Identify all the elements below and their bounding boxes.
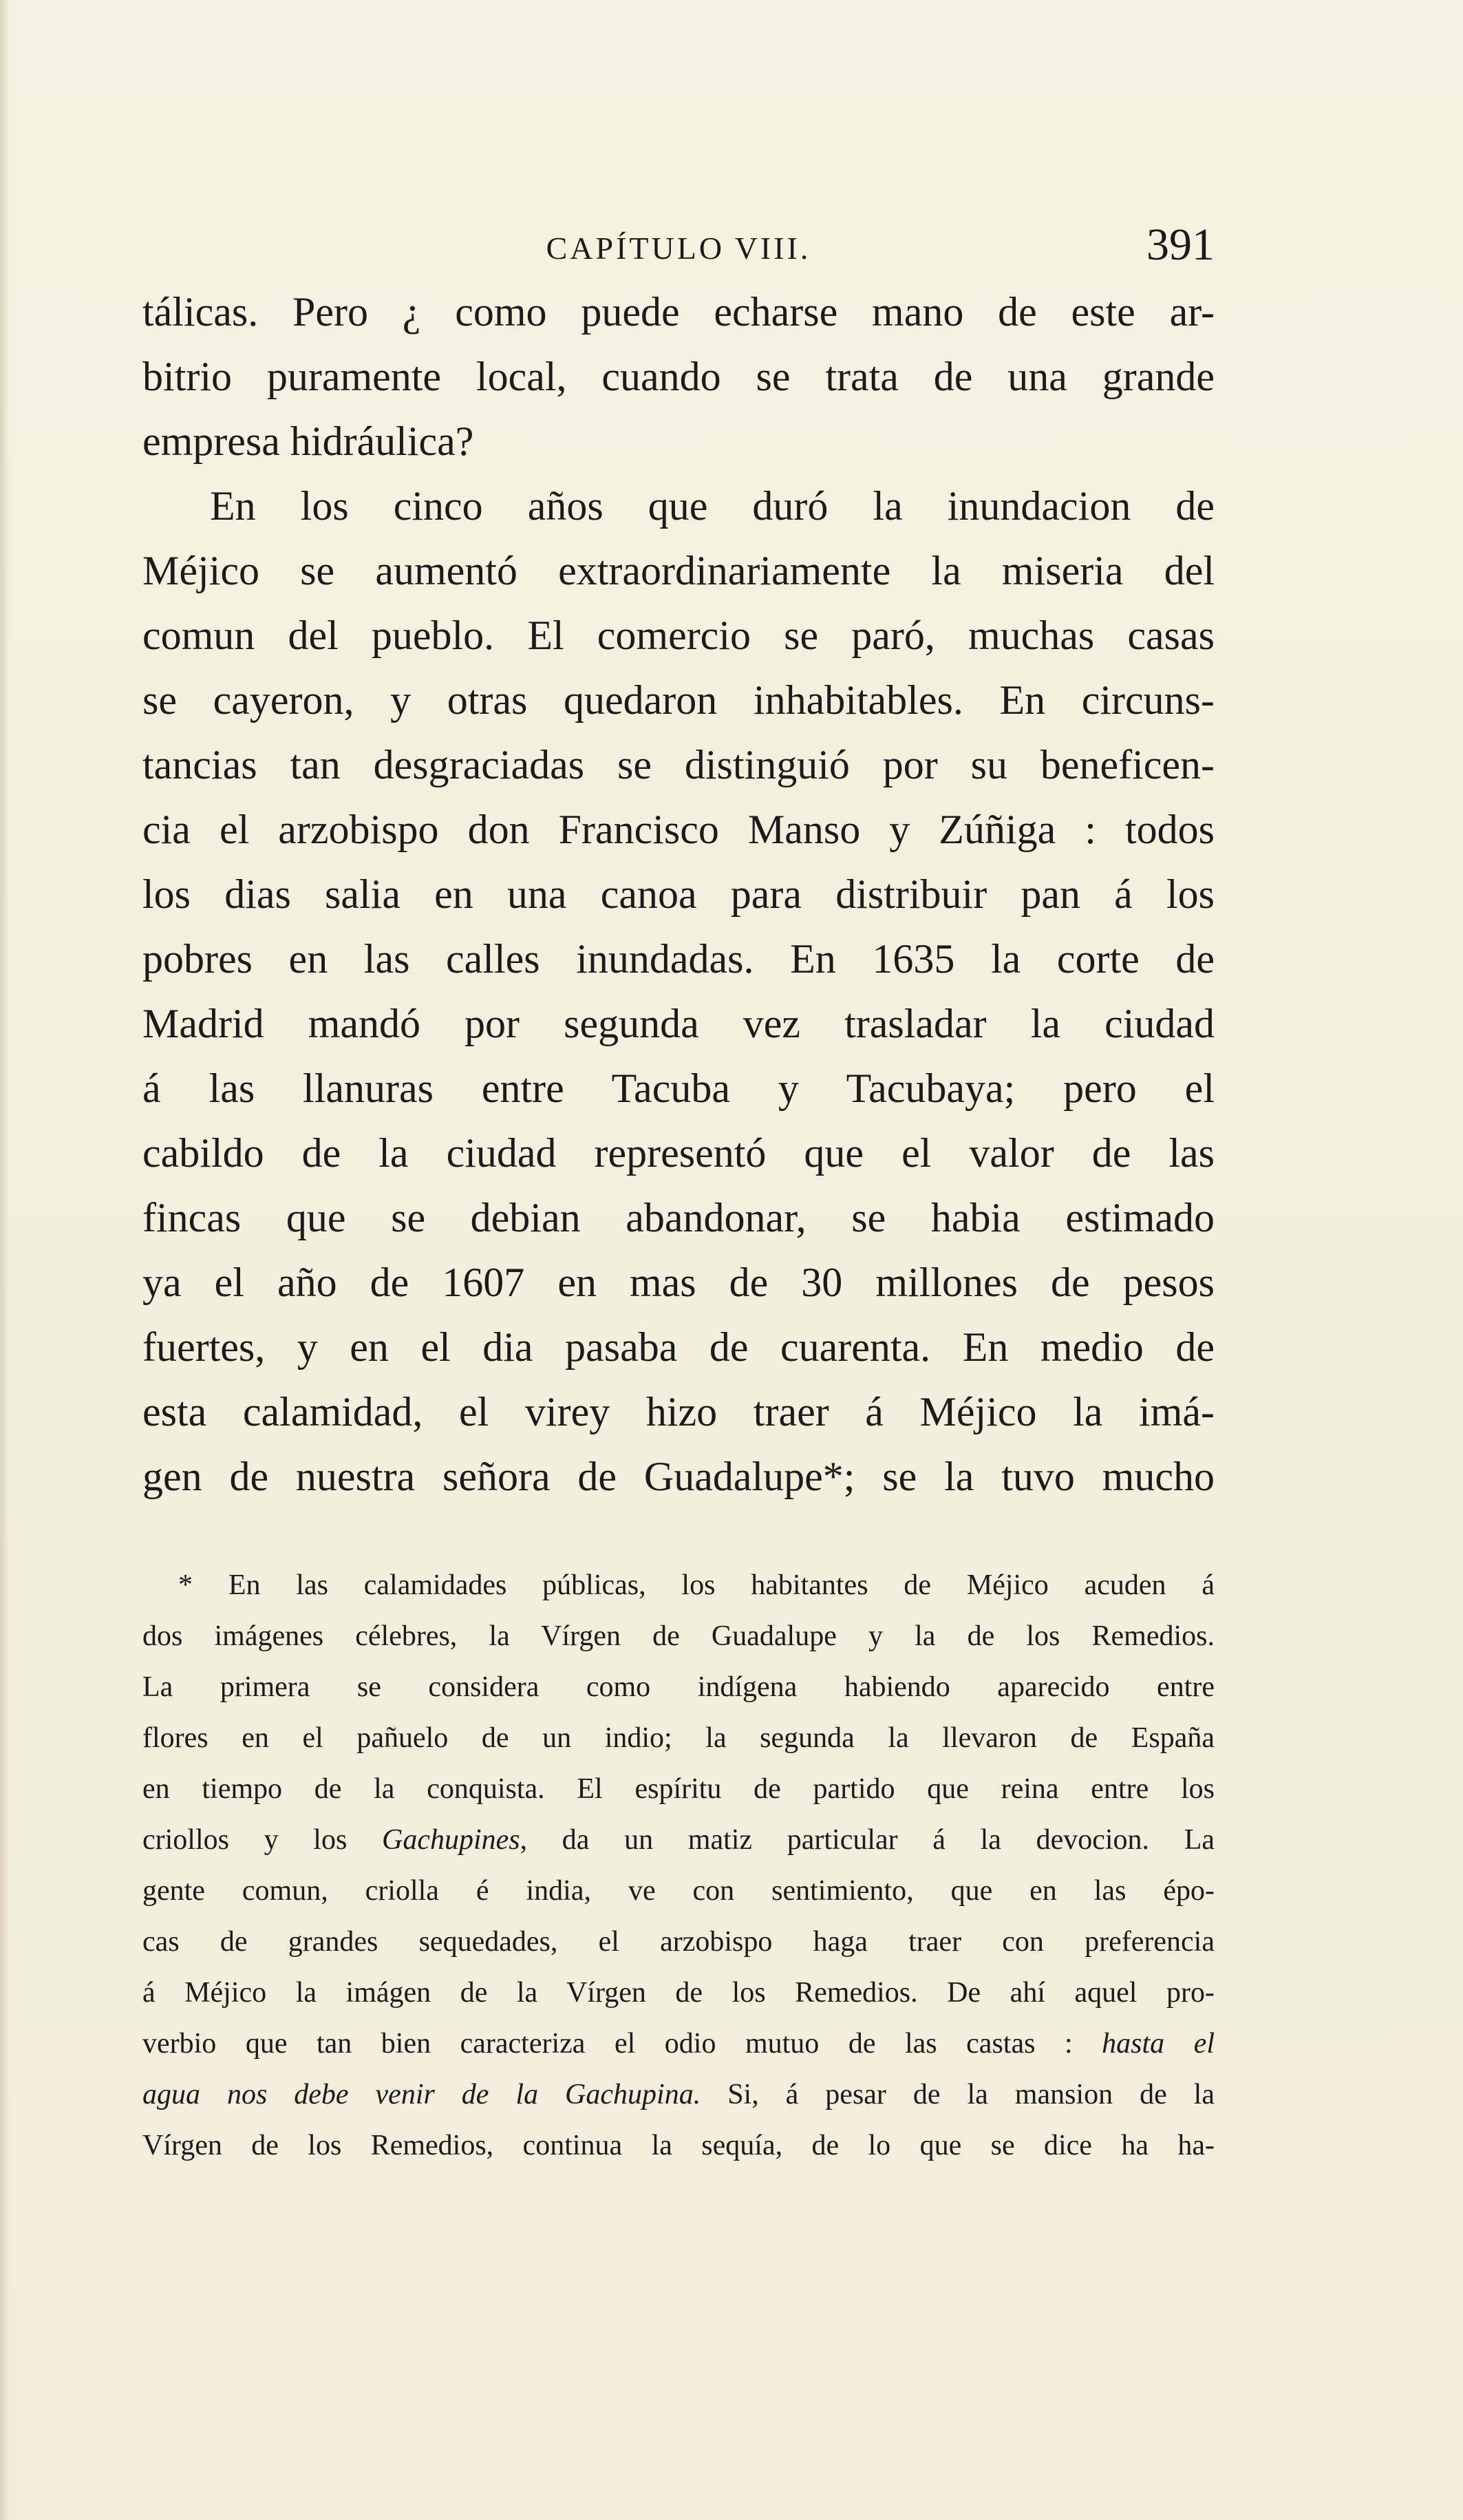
page-edge-shadow bbox=[0, 0, 10, 2520]
text-line: fincas que se debian abandonar, se habia estimado bbox=[142, 1195, 1215, 1240]
footnote-line bbox=[142, 2069, 1215, 2120]
footnote-line: * En las calamidades públicas, los habitantes de Méjico acuden á bbox=[178, 1569, 1215, 1601]
text-line: empresa hidráulica? bbox=[142, 419, 474, 464]
footnote-fragment: verbio que tan bien caracteriza el odio mutuo de las castas : bbox=[142, 2028, 1073, 2060]
text-line: se cayeron, y otras quedaron inhabitables. En circuns- bbox=[142, 677, 1215, 723]
text-line: fuertes, y en el dia pasaba de cuarenta. En medio de bbox=[142, 1324, 1215, 1370]
text-line: tancias tan desgraciadas se distinguió por su beneficen- bbox=[142, 742, 1215, 787]
footnote-fragment: Si, á pesar de la mansion de la bbox=[727, 2079, 1215, 2110]
text-line: cabildo de la ciudad representó que el valor de las bbox=[142, 1130, 1215, 1176]
footnote-line: cas de grandes sequedades, el arzobispo haga traer con preferencia bbox=[142, 1926, 1215, 1958]
footnote-fragment: criollos y los bbox=[142, 1824, 348, 1856]
text-line: En los cinco años que duró la inundacion de bbox=[210, 483, 1215, 529]
footnote-line: Vírgen de los Remedios, continua la sequía, de lo que se dice ha ha- bbox=[142, 2130, 1215, 2161]
text-line: gen de nuestra señora de Guadalupe*; se la tuvo mucho bbox=[142, 1454, 1215, 1499]
footnote-line: á Méjico la imágen de la Vírgen de los Remedios. De ahí aquel pro- bbox=[142, 1977, 1215, 2009]
text-line: los dias salia en una canoa para distribuir pan á los bbox=[142, 871, 1215, 917]
text-line: Madrid mandó por segunda vez trasladar la ciudad bbox=[142, 1001, 1215, 1046]
text-line: ya el año de 1607 en mas de 30 millones de pesos bbox=[142, 1260, 1215, 1305]
text-line: Méjico se aumentó extraordinariamente la miseria del bbox=[142, 548, 1215, 593]
footnote-line: La primera se considera como indígena habiendo aparecido entre bbox=[142, 1671, 1215, 1703]
footnote-line bbox=[142, 1814, 1215, 1865]
text-line: á las llanuras entre Tacuba y Tacubaya; pero el bbox=[142, 1066, 1215, 1111]
footnote-italic-proverb: hasta el bbox=[1102, 2028, 1215, 2060]
footnote-italic-proverb: agua nos debe venir de la Gachupina. bbox=[142, 2079, 701, 2110]
footnote-fragment: , da un matiz particular á la devocion. La bbox=[520, 1824, 1215, 1856]
text-line: comun del pueblo. El comercio se paró, muchas casas bbox=[142, 613, 1215, 658]
footnote-line: gente comun, criolla é india, ve con sentimiento, que en las épo- bbox=[142, 1875, 1215, 1907]
footnote bbox=[142, 1560, 1215, 2171]
text-line: bitrio puramente local, cuando se trata de una grande bbox=[142, 354, 1215, 399]
text-line: cia el arzobispo don Francisco Manso y Zúñiga : todos bbox=[142, 807, 1215, 852]
text-line: esta calamidad, el virey hizo traer á Méjico la imá- bbox=[142, 1389, 1215, 1434]
footnote-line: flores en el pañuelo de un indio; la segunda la llevaron de España bbox=[142, 1722, 1215, 1754]
footnote-italic-term: Gachupines bbox=[382, 1824, 520, 1856]
footnote-line: dos imágenes célebres, la Vírgen de Guadalupe y la de los Remedios. bbox=[142, 1620, 1215, 1652]
main-text bbox=[142, 279, 1215, 1509]
running-head bbox=[142, 219, 1215, 277]
text-line: pobres en las calles inundadas. En 1635 la corte de bbox=[142, 936, 1215, 982]
text-line: tálicas. Pero ¿ como puede echarse mano de este ar- bbox=[142, 289, 1215, 335]
chapter-heading: CAPÍTULO VIII. bbox=[546, 231, 811, 266]
footnote-line: en tiempo de la conquista. El espíritu de partido que reina entre los bbox=[142, 1773, 1215, 1805]
footnote-line bbox=[142, 2018, 1215, 2069]
page-number: 391 bbox=[1146, 220, 1215, 270]
